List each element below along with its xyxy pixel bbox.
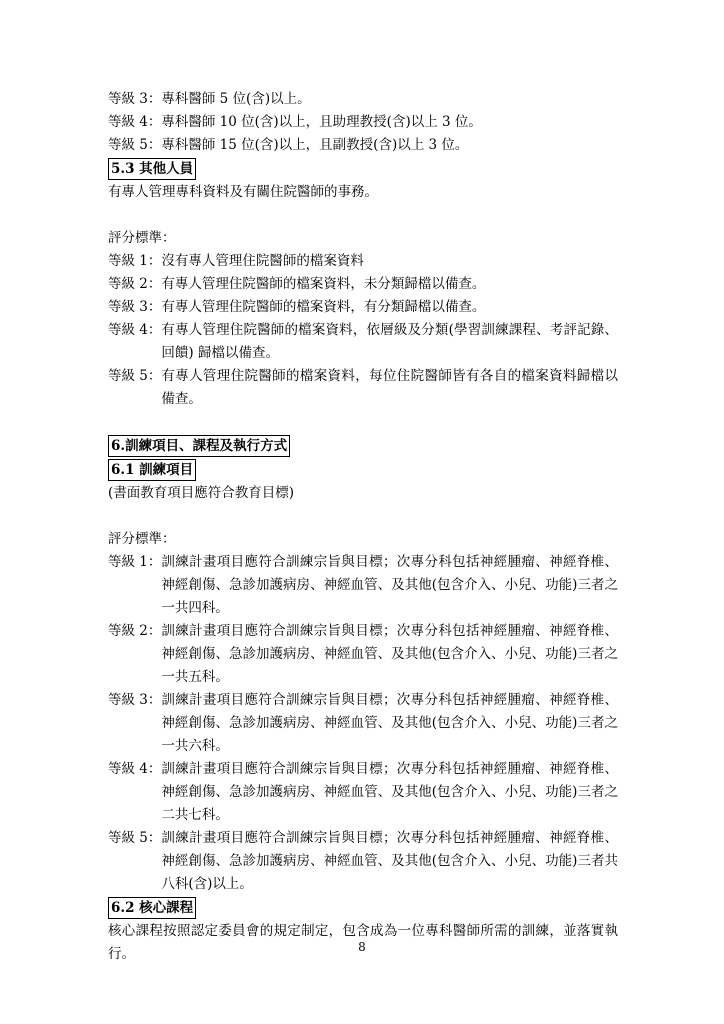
level-text: 訓練計畫項目應符合訓練宗旨與目標；次專分科包括神經腫瘤、神經脊椎、神經創傷、急診加護病房、神經血管、及其他(包含介入、小兒、功能)三者之一共五科。 (161, 623, 618, 685)
page-content (108, 88, 618, 966)
level-item (108, 273, 618, 296)
level-text: 有專人管理住院醫師的檔案資料，依層級及分類(學習訓練課程、考評記錄、回饋) 歸檔以備查。 (161, 322, 618, 361)
section-description: 有專人管理專科資料及有關住院醫師的事務。 (108, 184, 378, 200)
section-heading-6: 6.訓練項目、課程及執行方式 (108, 435, 290, 457)
page-number: 8 (358, 940, 366, 954)
level-label: 等級 4： (108, 322, 162, 338)
level-label: 等級 3： (108, 91, 162, 107)
level-label: 等級 4： (108, 761, 162, 777)
section-heading-5-3: 5.3 其他人員 (108, 158, 196, 180)
level-item (108, 620, 618, 689)
level-text: 沒有專人管理住院醫師的檔案資料 (161, 253, 364, 269)
level-text: 專科醫師 15 位(含)以上，且副教授(含)以上 3 位。 (161, 137, 469, 153)
level-text: 專科醫師 5 位(含)以上。 (161, 91, 311, 107)
level-label: 等級 5： (108, 368, 162, 384)
level-text: 訓練計畫項目應符合訓練宗旨與目標；次專分科包括神經腫瘤、神經脊椎、神經創傷、急診加護病房、神經血管、及其他(包含介入、小兒、功能)三者共八科(含)以上。 (161, 830, 618, 892)
section-heading-6-1: 6.1 訓練項目 (108, 459, 196, 481)
level-item (108, 111, 618, 134)
section-note: (書面教育項目應符合教育目標) (108, 485, 295, 501)
spacer (108, 505, 618, 528)
level-label: 等級 3： (108, 299, 162, 315)
level-label: 等級 5： (108, 830, 162, 846)
level-item (108, 365, 618, 411)
level-text: 有專人管理住院醫師的檔案資料，有分類歸檔以備查。 (161, 299, 486, 315)
level-text: 有專人管理住院醫師的檔案資料，每位住院醫師皆有各自的檔案資料歸檔以備查。 (161, 368, 618, 407)
criteria-label: 評分標準： (108, 230, 176, 246)
section-description: 核心課程按照認定委員會的規定制定，包含成為一位專科醫師所需的訓練，並落實執行。 (108, 923, 618, 962)
level-text: 訓練計畫項目應符合訓練宗旨與目標；次專分科包括神經腫瘤、神經脊椎、神經創傷、急診加護病房、神經血管、及其他(包含介入、小兒、功能)三者之一共六科。 (161, 692, 618, 754)
level-label: 等級 2： (108, 623, 162, 639)
level-label: 等級 1： (108, 253, 162, 269)
level-item (108, 319, 618, 365)
level-label: 等級 2： (108, 276, 162, 292)
level-label: 等級 5： (108, 137, 162, 153)
section-heading-6-2: 6.2 核心課程 (108, 897, 196, 919)
level-label: 等級 1： (108, 554, 162, 570)
level-item (108, 134, 618, 157)
level-item (108, 689, 618, 758)
level-text: 訓練計畫項目應符合訓練宗旨與目標；次專分科包括神經腫瘤、神經脊椎、神經創傷、急診加護病房、神經血管、及其他(包含介入、小兒、功能)三者之一共四科。 (161, 554, 618, 616)
level-item (108, 827, 618, 896)
level-text: 專科醫師 10 位(含)以上，且助理教授(含)以上 3 位。 (161, 114, 482, 130)
level-label: 等級 4： (108, 114, 162, 130)
spacer (108, 204, 618, 227)
criteria-label: 評分標準： (108, 531, 176, 547)
level-label: 等級 3： (108, 692, 162, 708)
level-item (108, 758, 618, 827)
level-item (108, 250, 618, 273)
level-item (108, 296, 618, 319)
level-item (108, 551, 618, 620)
spacer (108, 411, 618, 434)
level-text: 訓練計畫項目應符合訓練宗旨與目標；次專分科包括神經腫瘤、神經脊椎、神經創傷、急診加護病房、神經血管、及其他(包含介入、小兒、功能)三者之二共七科。 (161, 761, 618, 823)
level-item (108, 88, 618, 111)
level-text: 有專人管理住院醫師的檔案資料，未分類歸檔以備查。 (161, 276, 486, 292)
